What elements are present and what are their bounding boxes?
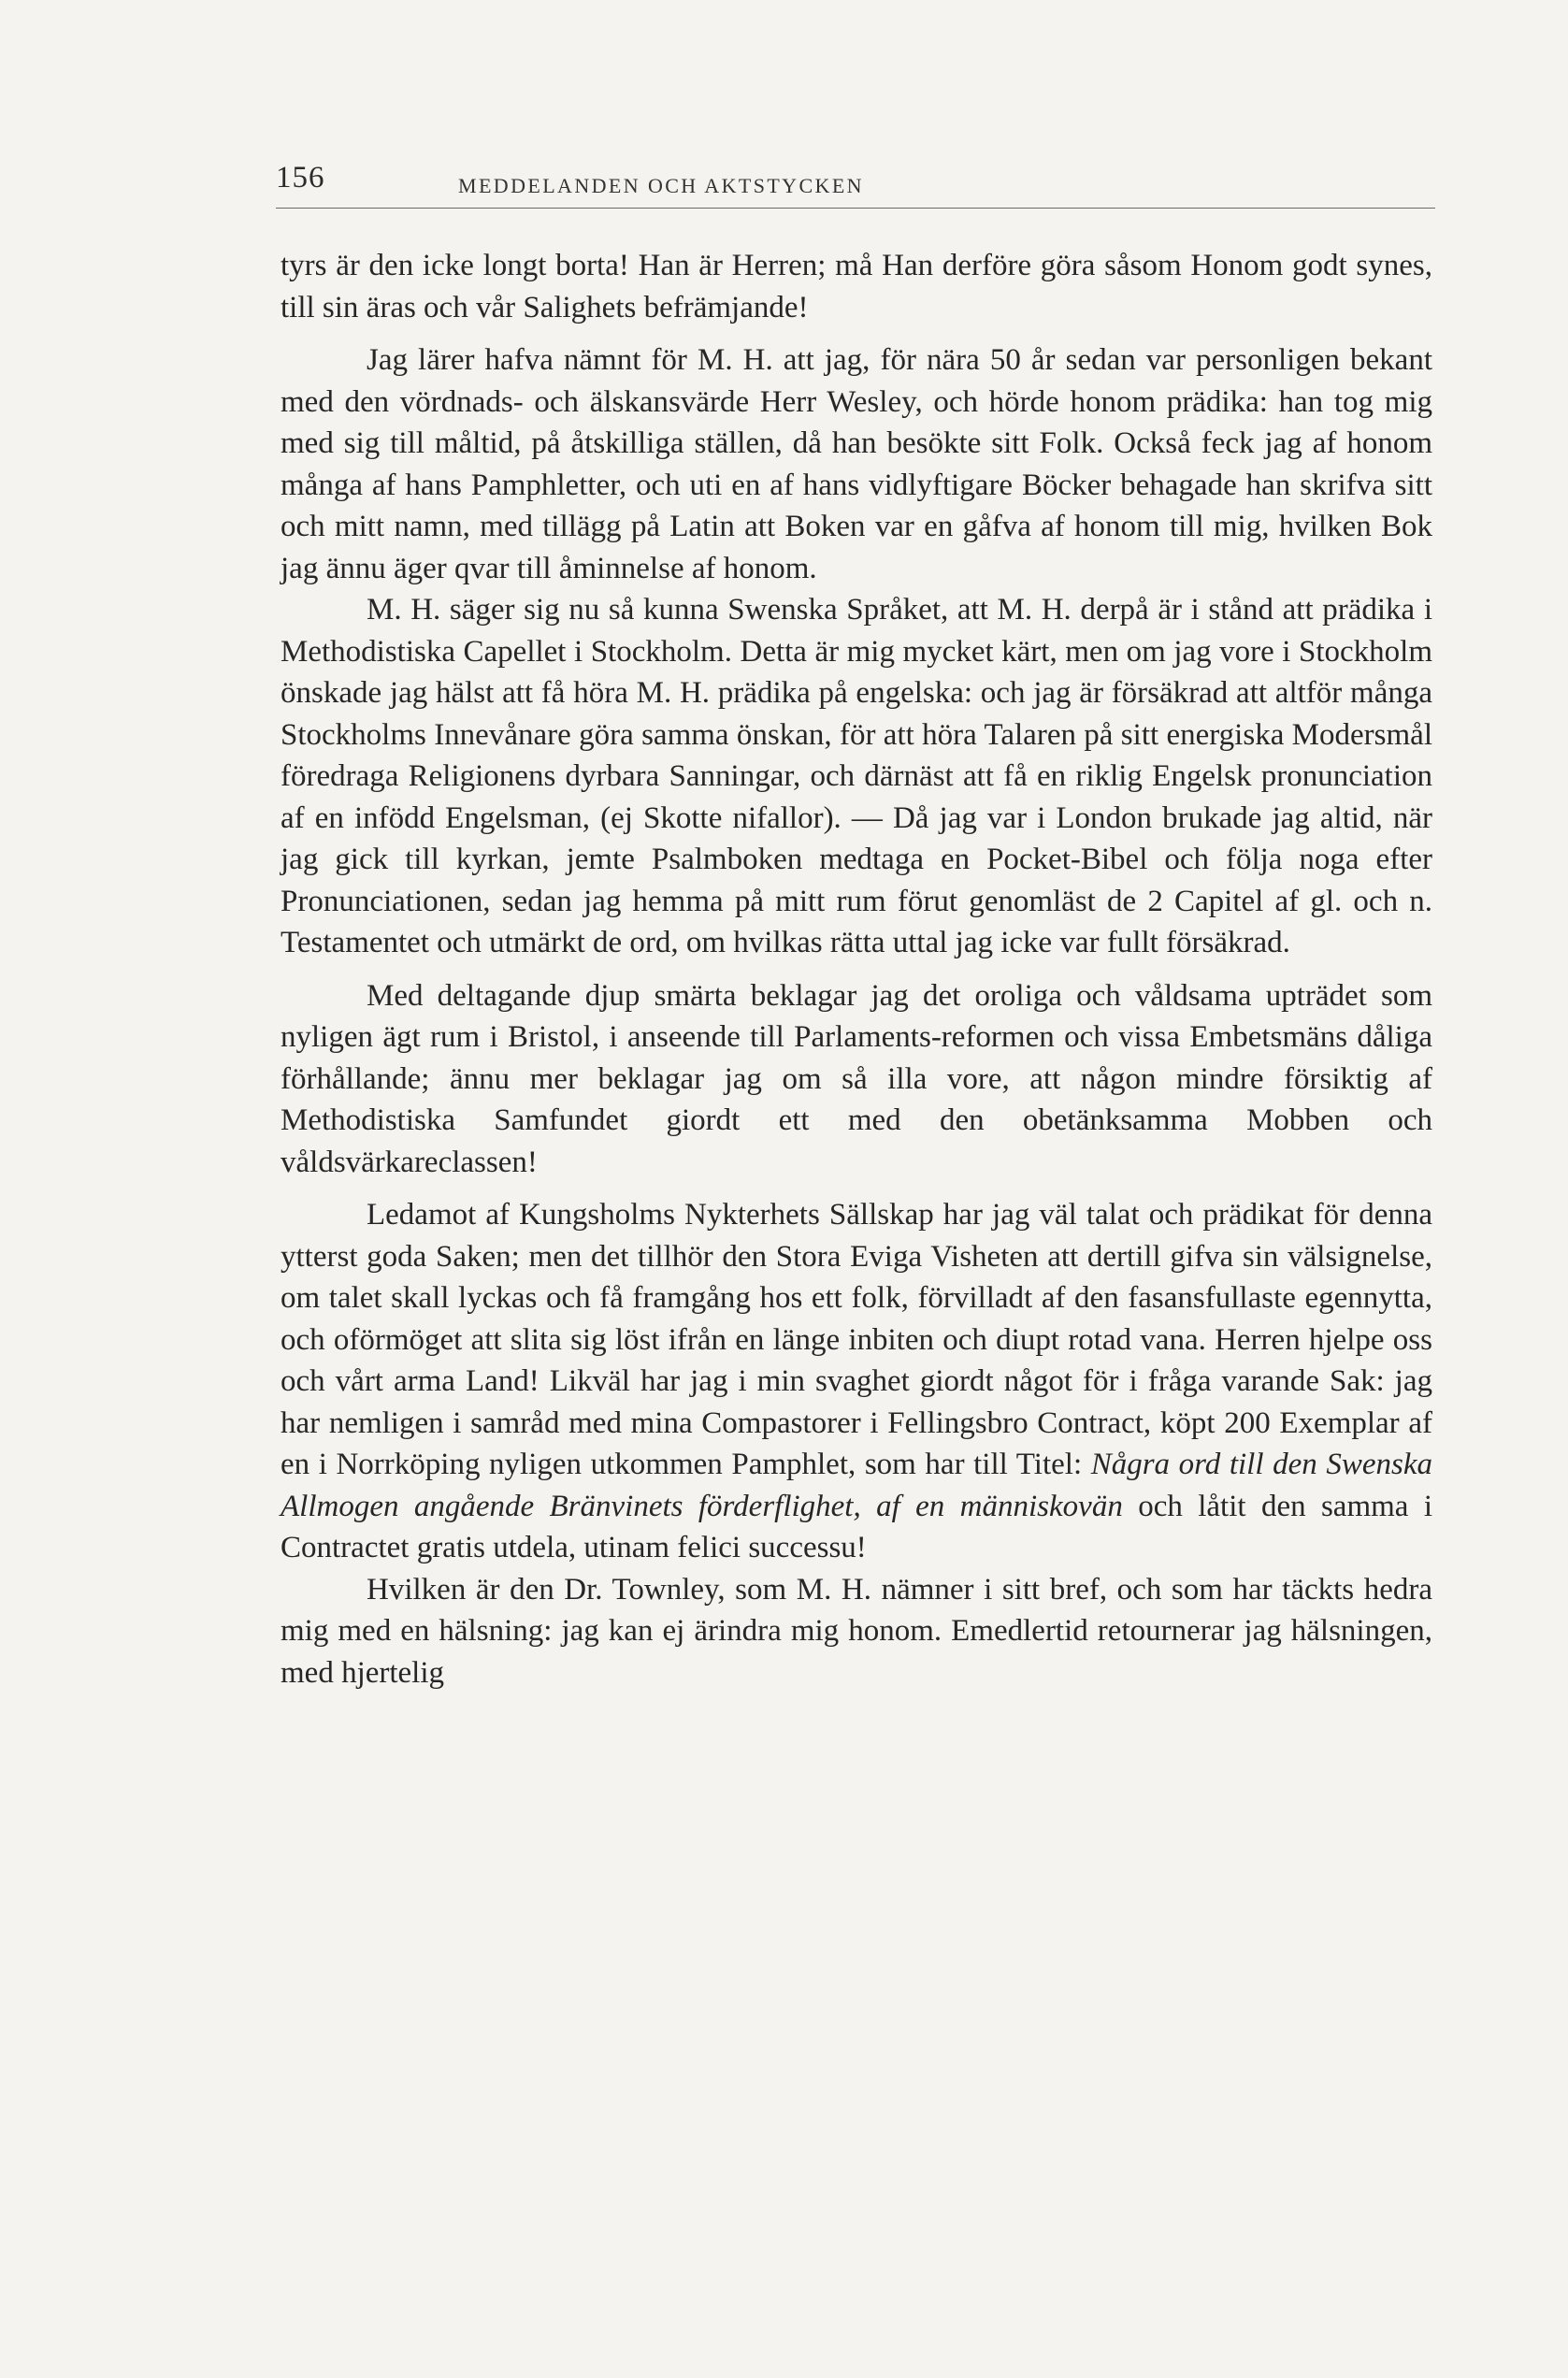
paragraph-1: tyrs är den icke longt borta! Han är Herren; må Han derföre göra såsom Honom godt synes, till sin äras och vår Salighets befrämjande!: [281, 249, 1432, 324]
paragraph-4: Med deltagande djup smärta beklagar jag det oroliga och våldsama upträdet som nyligen ägt rum i Bristol, i anseende till Parlaments-reformen och vissa Embetsmäns dåliga förhållande; ännu mer beklagar jag om så illa vore, att någon mindre försiktig af Methodistiska Samfundet giordt ett med den obetänksamma Mobben och våldsvärkareclassen!: [281, 978, 1432, 1179]
running-head: MEDDELANDEN OCH AKTSTYCKEN: [458, 174, 864, 197]
paragraph-3: M. H. säger sig nu så kunna Swenska Språket, att M. H. derpå är i stånd att prädika i Methodistiska Capellet i Stockholm. Detta är mig mycket kärt, men om jag vore i Stockholm önskade jag hälst att få höra M. H. prädika på engelska: och jag är försäkrad att altför många Stockholms Innevånare göra samma önskan, för att höra Talaren på sitt energiska Modersmål föredraga Religionens dyrbara Sanningar, och därnäst att få en riklig Engelsk pronunciation af en infödd Engelsman, (ej Skotte nifallor). — Då jag var i London brukade jag altid, när jag gick till kyrkan, jemte Psalmboken medtaga en Pocket-Bibel och följa noga efter Pronunciationen, sedan jag hemma på mitt rum förut genomläst de 2 Capitel af gl. och n. Testamentet och utmärkt de ord, om hvilkas rätta uttal jag icke var fullt försäkrad.: [281, 593, 1432, 959]
pamphlet-title: Några ord till den Swenska Allmogen angående Bränvinets förderflighet, af en människovän: [281, 1448, 1432, 1523]
paragraph-5-text-before: Ledamot af Kungsholms Nykterhets Sällskap har jag väl talat och prädikat för denna ytterst goda Saken; men det tillhör den Stora Eviga Visheten att dertill gifva sin välsignelse, om talet skall lyckas och få framgång hos ett folk, förvilladt af den fasansfullaste egennytta, och oförmöget att slita sig löst ifrån en länge inbiten och diupt rotad vana. Herren hjelpe oss och vårt arma Land! Likväl har jag i min svaghet giordt något för i fråga varande Sak: jag har nemligen i samråd med mina Compastorer i Fellingsbro Contract, köpt 200 Exemplar af en i Norrköping nyligen utkommen Pamphlet, som har till Titel:: [281, 1198, 1432, 1481]
page-number: 156: [276, 161, 325, 195]
paragraph-6: Hvilken är den Dr. Townley, som M. H. nämner i sitt bref, och som har täckts hedra mig med en hälsning: jag kan ej ärindra mig honom. Emedlertid retournerar jag hälsningen, med hjertelig: [281, 1572, 1432, 1690]
page-header: [276, 161, 1435, 209]
paragraph-2: Jag lärer hafva nämnt för M. H. att jag, för nära 50 år sedan var personligen bekant med den vördnads- och älskansvärde Herr Wesley, och hörde honom prädika: han tog mig med sig till måltid, på åtskilliga ställen, då han besökte sitt Folk. Också feck jag af honom många af hans Pamphletter, och uti en af hans vidlyftigare Böcker behagade han skrifva sitt och mitt namn, med tillägg på Latin att Boken var en gåfva af honom till mig, hvilken Bok jag ännu äger qvar till åminnelse af honom.: [281, 343, 1432, 585]
paragraph-5: [281, 1194, 1432, 1569]
paragraph-5-text-after: och låtit den samma i Contractet gratis utdela, utinam felici successu!: [281, 1489, 1432, 1564]
body-text: [281, 245, 1432, 1693]
